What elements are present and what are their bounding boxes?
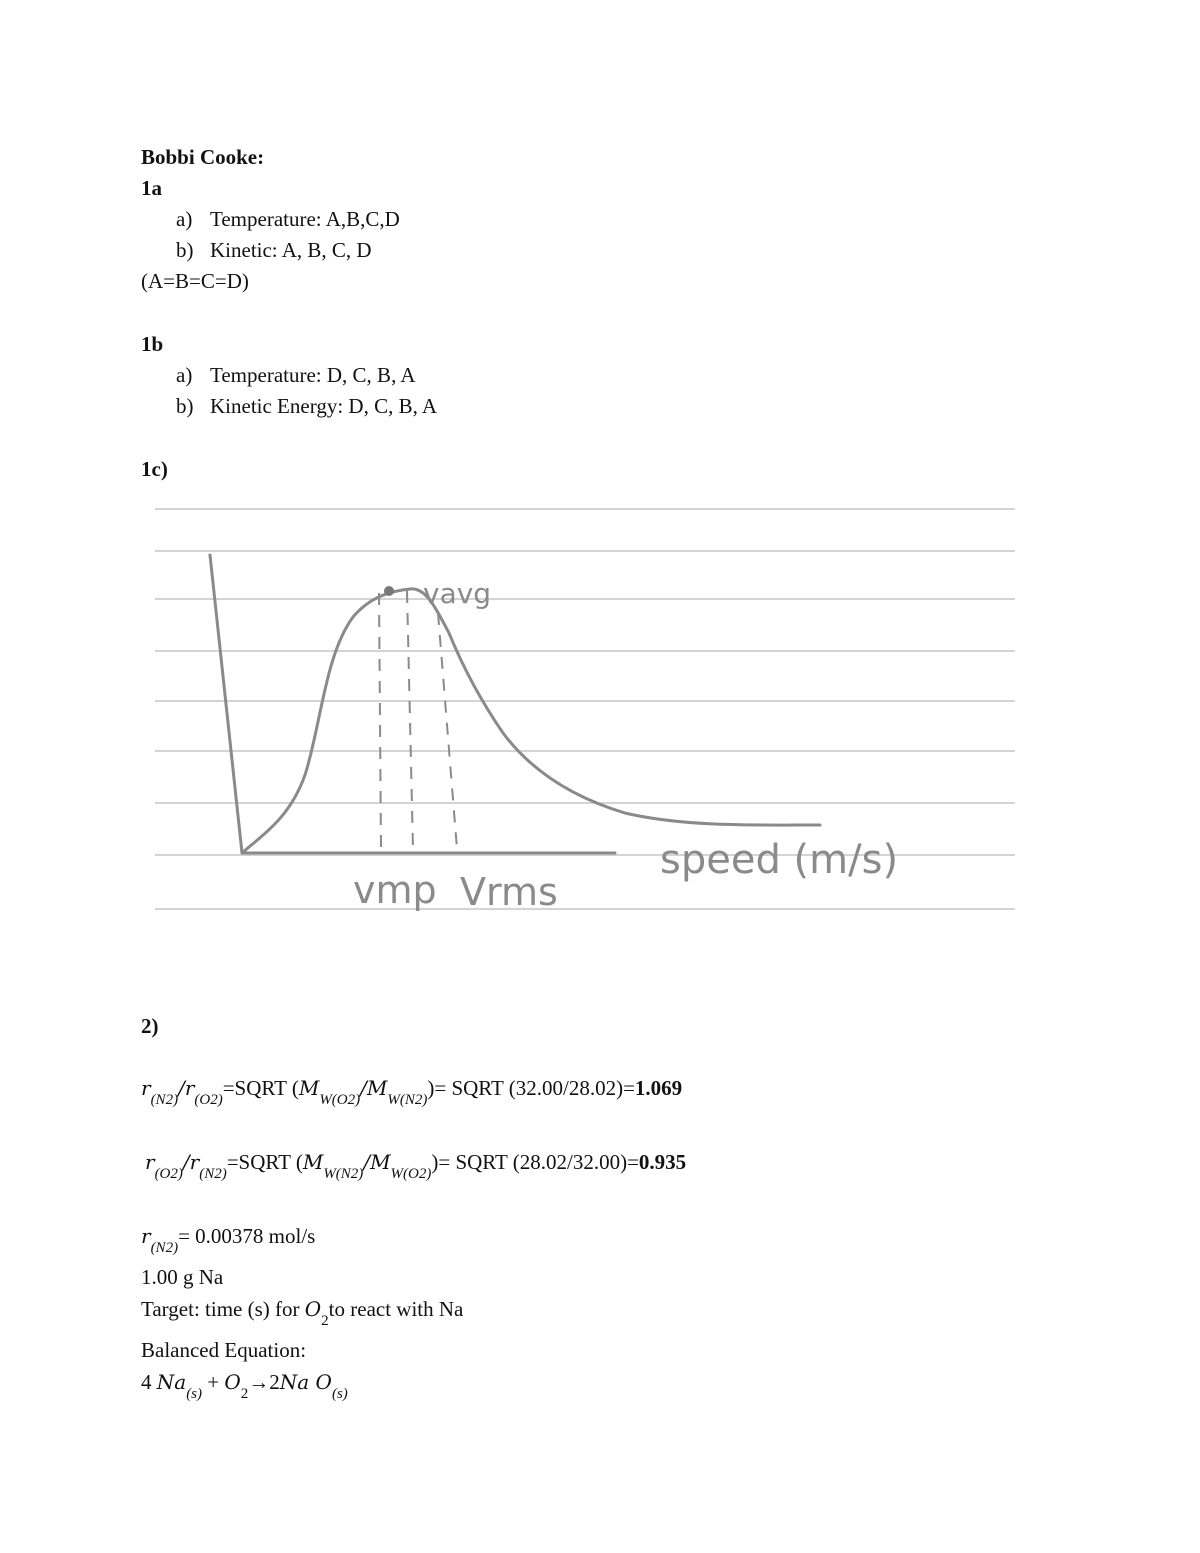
q1b-item-b-text: Kinetic Energy: D, C, B, A <box>210 394 438 418</box>
eq1-msub-a: W(O2) <box>319 1092 361 1108</box>
eq2-m: M <box>302 1150 324 1174</box>
label-vrms: Vrms <box>460 870 558 914</box>
eq2-tail: )= SQRT (28.02/32.00)= <box>431 1150 639 1174</box>
q2-mass: 1.00 g Na <box>141 1265 224 1289</box>
q2-equation-1 <box>141 1076 683 1108</box>
bal-coef: 4 <box>141 1370 157 1394</box>
label-vavg: vavg <box>423 577 492 610</box>
bal-arrow: →2 <box>248 1370 280 1394</box>
eq2-result: 0.935 <box>638 1150 687 1174</box>
bal-plus: + <box>202 1370 225 1394</box>
bal-two: 2 <box>240 1386 249 1402</box>
q1c-heading: 1c) <box>141 457 168 481</box>
bal-na: Na <box>156 1370 187 1394</box>
q1a-item-b-text: Kinetic: A, B, C, D <box>210 238 372 262</box>
rate-sub: (N2) <box>150 1240 179 1256</box>
q1b-item-a-label: a) <box>176 363 193 387</box>
eq2-r2: r <box>189 1150 200 1174</box>
eq1-r2: r <box>184 1076 195 1100</box>
target-post: to react with Na <box>328 1297 464 1321</box>
vavg-point <box>384 586 394 596</box>
label-speed: speed (m/s) <box>660 837 899 883</box>
q2-rate <box>141 1224 316 1256</box>
q1b-heading: 1b <box>141 332 164 356</box>
eq1-slash: / <box>178 1076 185 1100</box>
bal-state1: (s) <box>186 1386 203 1402</box>
q2-balanced-equation <box>141 1370 348 1402</box>
q1a-heading: 1a <box>141 176 162 200</box>
eq2-sub-a: (O2) <box>154 1166 183 1182</box>
q1a-item-b-label: b) <box>176 238 194 262</box>
q1a-item-a-text: Temperature: A,B,C,D <box>210 207 400 231</box>
q1b-item-b <box>176 394 437 419</box>
q1a-note: (A=B=C=D) <box>141 269 249 293</box>
target-pre: Target: time (s) for <box>141 1297 305 1321</box>
eq1-result: 1.069 <box>634 1076 683 1100</box>
author-name: Bobbi Cooke: <box>141 145 265 169</box>
eq2-r: r <box>145 1150 155 1174</box>
bal-na2: Na <box>279 1370 316 1394</box>
eq2-slash2: / <box>363 1150 371 1174</box>
bal-state2: (s) <box>331 1386 348 1402</box>
target-two: 2 <box>321 1313 329 1329</box>
eq2-msub-b: W(O2) <box>390 1166 432 1182</box>
eq1-m2: M <box>366 1076 388 1100</box>
eq1-tail: )= SQRT (32.00/28.02)= <box>427 1076 635 1100</box>
label-vmp: vmp <box>353 868 437 912</box>
eq2-m2: M <box>370 1150 391 1174</box>
eq2-msub-a: W(N2) <box>323 1166 364 1182</box>
eq1-sub-b: (O2) <box>194 1092 223 1108</box>
vmp-dashed-line <box>379 593 381 849</box>
eq1-slash2: / <box>360 1076 367 1100</box>
q1b-item-a <box>176 363 416 388</box>
eq1-mid: =SQRT ( <box>222 1076 299 1100</box>
q1a-item-a-label: a) <box>176 207 193 231</box>
bal-o: O <box>224 1370 241 1394</box>
rate-r: r <box>141 1224 151 1248</box>
q2-target <box>141 1297 464 1329</box>
q1b-item-b-label: b) <box>176 394 194 418</box>
eq1-msub-b: W(N2) <box>387 1092 428 1108</box>
vavg-dashed-line <box>407 591 413 849</box>
eq1-sub-a: (N2) <box>150 1092 179 1108</box>
rate-value: = 0.00378 mol/s <box>178 1224 316 1248</box>
q1b-item-a-text: Temperature: D, C, B, A <box>210 363 416 387</box>
q2-balanced-label: Balanced Equation: <box>141 1338 307 1362</box>
q1a-item-b <box>176 238 372 263</box>
distribution-curve <box>242 589 820 853</box>
target-o: O <box>304 1297 322 1321</box>
q1a-item-a <box>176 207 400 232</box>
maxwell-boltzmann-sketch <box>155 505 1015 940</box>
eq1-r: r <box>141 1076 151 1100</box>
eq2-sub-b: (N2) <box>199 1166 227 1182</box>
eq1-m: M <box>298 1076 320 1100</box>
q2-equation-2 <box>145 1150 687 1182</box>
eq2-slash: / <box>182 1150 190 1174</box>
q2-heading: 2) <box>141 1014 159 1038</box>
eq2-mid: =SQRT ( <box>226 1150 303 1174</box>
bal-o2: O <box>315 1370 332 1394</box>
